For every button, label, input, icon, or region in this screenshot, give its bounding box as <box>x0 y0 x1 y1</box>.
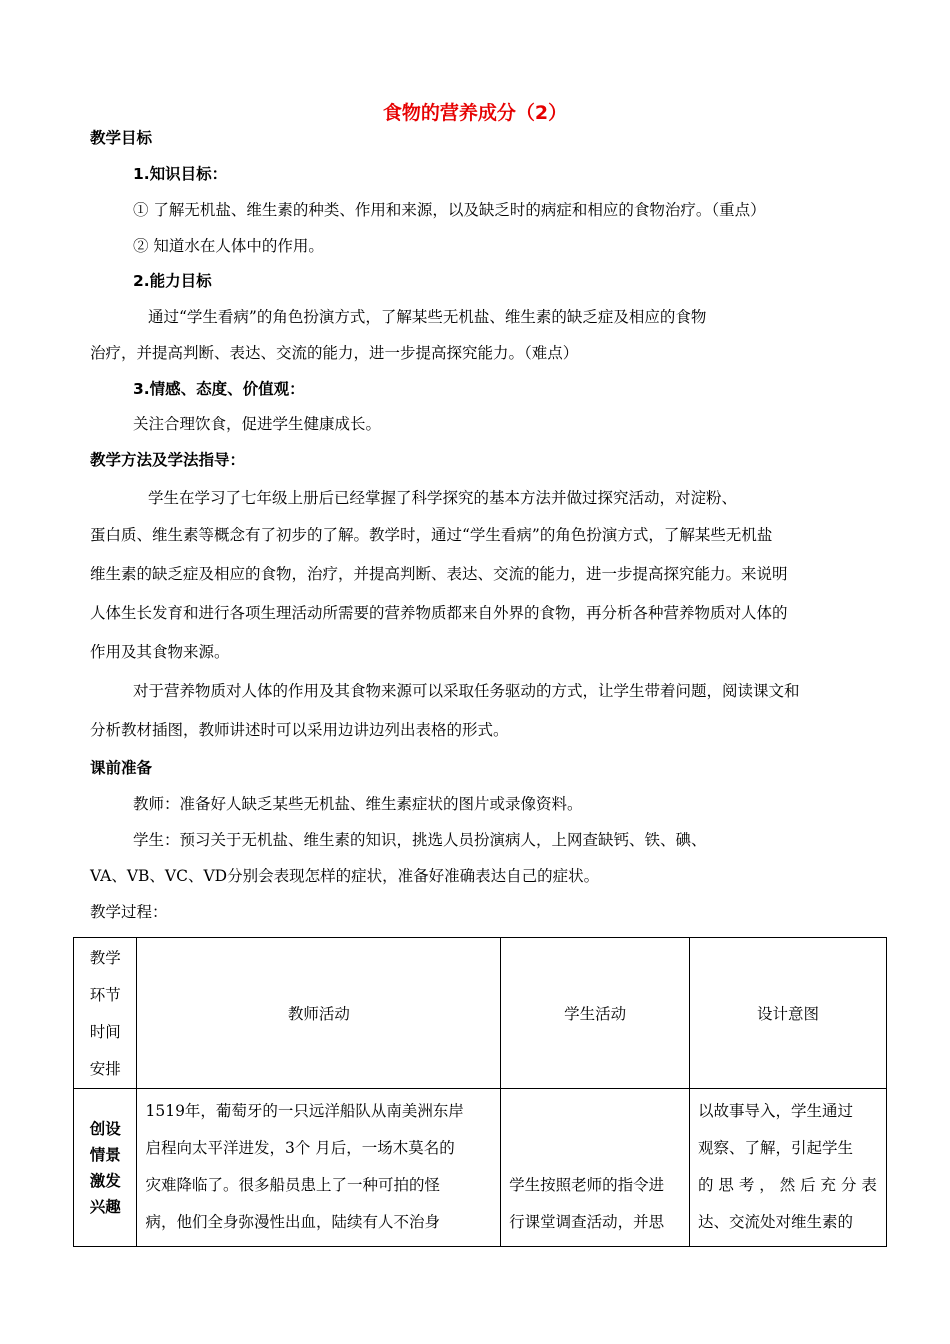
header-stage-line: 时间 <box>89 1023 121 1041</box>
row-stage-cell <box>74 1089 137 1247</box>
document-title: 食物的营养成分（2） <box>382 102 568 124</box>
teacher-line: 灾难降临了。很多船员患上了一种可拍的怪 <box>145 1176 440 1194</box>
teacher-line: 病，他们全身弥漫性出血，陆续有人不治身 <box>145 1213 440 1231</box>
methods-para1-line-1: 学生在学习了七年级上册后已经掌握了科学探究的基本方法并做过探究活动，对淀粉、 <box>148 489 738 507</box>
methods-para1-line-4: 人体生长发育和进行各项生理活动所需要的营养物质都来自外界的食物，再分析各种营养物质对人体的 <box>90 604 788 622</box>
ability-heading: 2.能力目标 <box>133 272 212 290</box>
student-line: 学生按照老师的指令进 <box>509 1176 665 1194</box>
prep-teacher: 教师：准备好人缺乏某些无机盐、维生素症状的图片或录像资料。 <box>133 795 583 813</box>
emotion-heading: 3.情感、态度、价值观： <box>133 380 305 398</box>
methods-para1-line-2: 蛋白质、维生素等概念有了初步的了解。教学时，通过“学生看病”的角色扮演方式，了解某些无机盐 <box>90 526 773 544</box>
ability-line-2: 治疗，并提高判断、表达、交流的能力，进一步提高探究能力。（难点） <box>90 344 579 362</box>
header-stage-line: 教学 <box>89 949 121 967</box>
table-header-row <box>74 938 887 1089</box>
teacher-line: 1519年，葡萄牙的一只远洋船队从南美洲东岸 <box>145 1102 464 1120</box>
header-teacher-activity: 教师活动 <box>137 938 501 1089</box>
row-stage-line: 激发 <box>89 1171 121 1190</box>
prep-student-line-1: 学生：预习关于无机盐、维生素的知识，挑选人员扮演病人，上网查缺钙、铁、碘、 <box>133 831 707 849</box>
intent-line: 观察、了解，引起学生 <box>697 1139 853 1157</box>
methods-para1-line-3: 维生素的缺乏症及相应的食物，治疗，并提高判断、表达、交流的能力，进一步提高探究能力。来说明 <box>90 565 788 583</box>
knowledge-item-1: ① 了解无机盐、维生素的种类、作用和来源，以及缺乏时的病症和相应的食物治疗。（重点） <box>133 201 766 219</box>
header-stage-line: 安排 <box>89 1060 121 1078</box>
teaching-process-table <box>73 937 887 1247</box>
methods-para2-line-1: 对于营养物质对人体的作用及其食物来源可以采取任务驱动的方式，让学生带着问题，阅读课文和 <box>133 682 800 700</box>
row-student-activity <box>501 1089 690 1247</box>
objectives-heading: 教学目标 <box>90 129 153 147</box>
intent-line: 的 思 考 ， 然 后 充 分 表 <box>697 1176 877 1194</box>
header-design-intent: 设计意图 <box>689 938 886 1089</box>
row-stage-line: 情景 <box>89 1145 121 1164</box>
row-stage-line: 兴趣 <box>89 1197 121 1216</box>
row-stage-line: 创设 <box>89 1119 121 1138</box>
row-design-intent <box>689 1089 886 1247</box>
intent-line: 达、交流处对维生素的 <box>697 1213 853 1231</box>
teacher-line: 启程向太平洋进发，3个 月后，一场木莫名的 <box>145 1139 455 1157</box>
header-stage-line: 环节 <box>89 986 121 1004</box>
methods-heading: 教学方法及学法指导： <box>90 451 246 469</box>
process-heading: 教学过程： <box>90 903 168 921</box>
header-student-activity: 学生活动 <box>501 938 690 1089</box>
ability-line-1: 通过“学生看病”的角色扮演方式，了解某些无机盐、维生素的缺乏症及相应的食物 <box>148 308 707 326</box>
knowledge-item-2: ② 知道水在人体中的作用。 <box>133 237 324 255</box>
intent-line: 以故事导入，学生通过 <box>697 1102 853 1120</box>
student-line: 行课堂调查活动，并思 <box>509 1213 665 1231</box>
methods-para2-line-2: 分析教材插图，教师讲述时可以采用边讲边列出表格的形式。 <box>90 721 509 739</box>
emotion-text: 关注合理饮食，促进学生健康成长。 <box>133 415 382 433</box>
methods-para1-line-5: 作用及其食物来源。 <box>90 643 230 661</box>
prep-student-line-2: VA、VB、VC、VD分别会表现怎样的症状，准备好准确表达自己的症状。 <box>90 867 600 885</box>
knowledge-heading: 1.知识目标： <box>133 165 228 183</box>
header-stage-cell <box>74 938 137 1089</box>
row-teacher-activity <box>137 1089 501 1247</box>
table-row <box>74 1089 887 1247</box>
prep-heading: 课前准备 <box>90 759 153 777</box>
